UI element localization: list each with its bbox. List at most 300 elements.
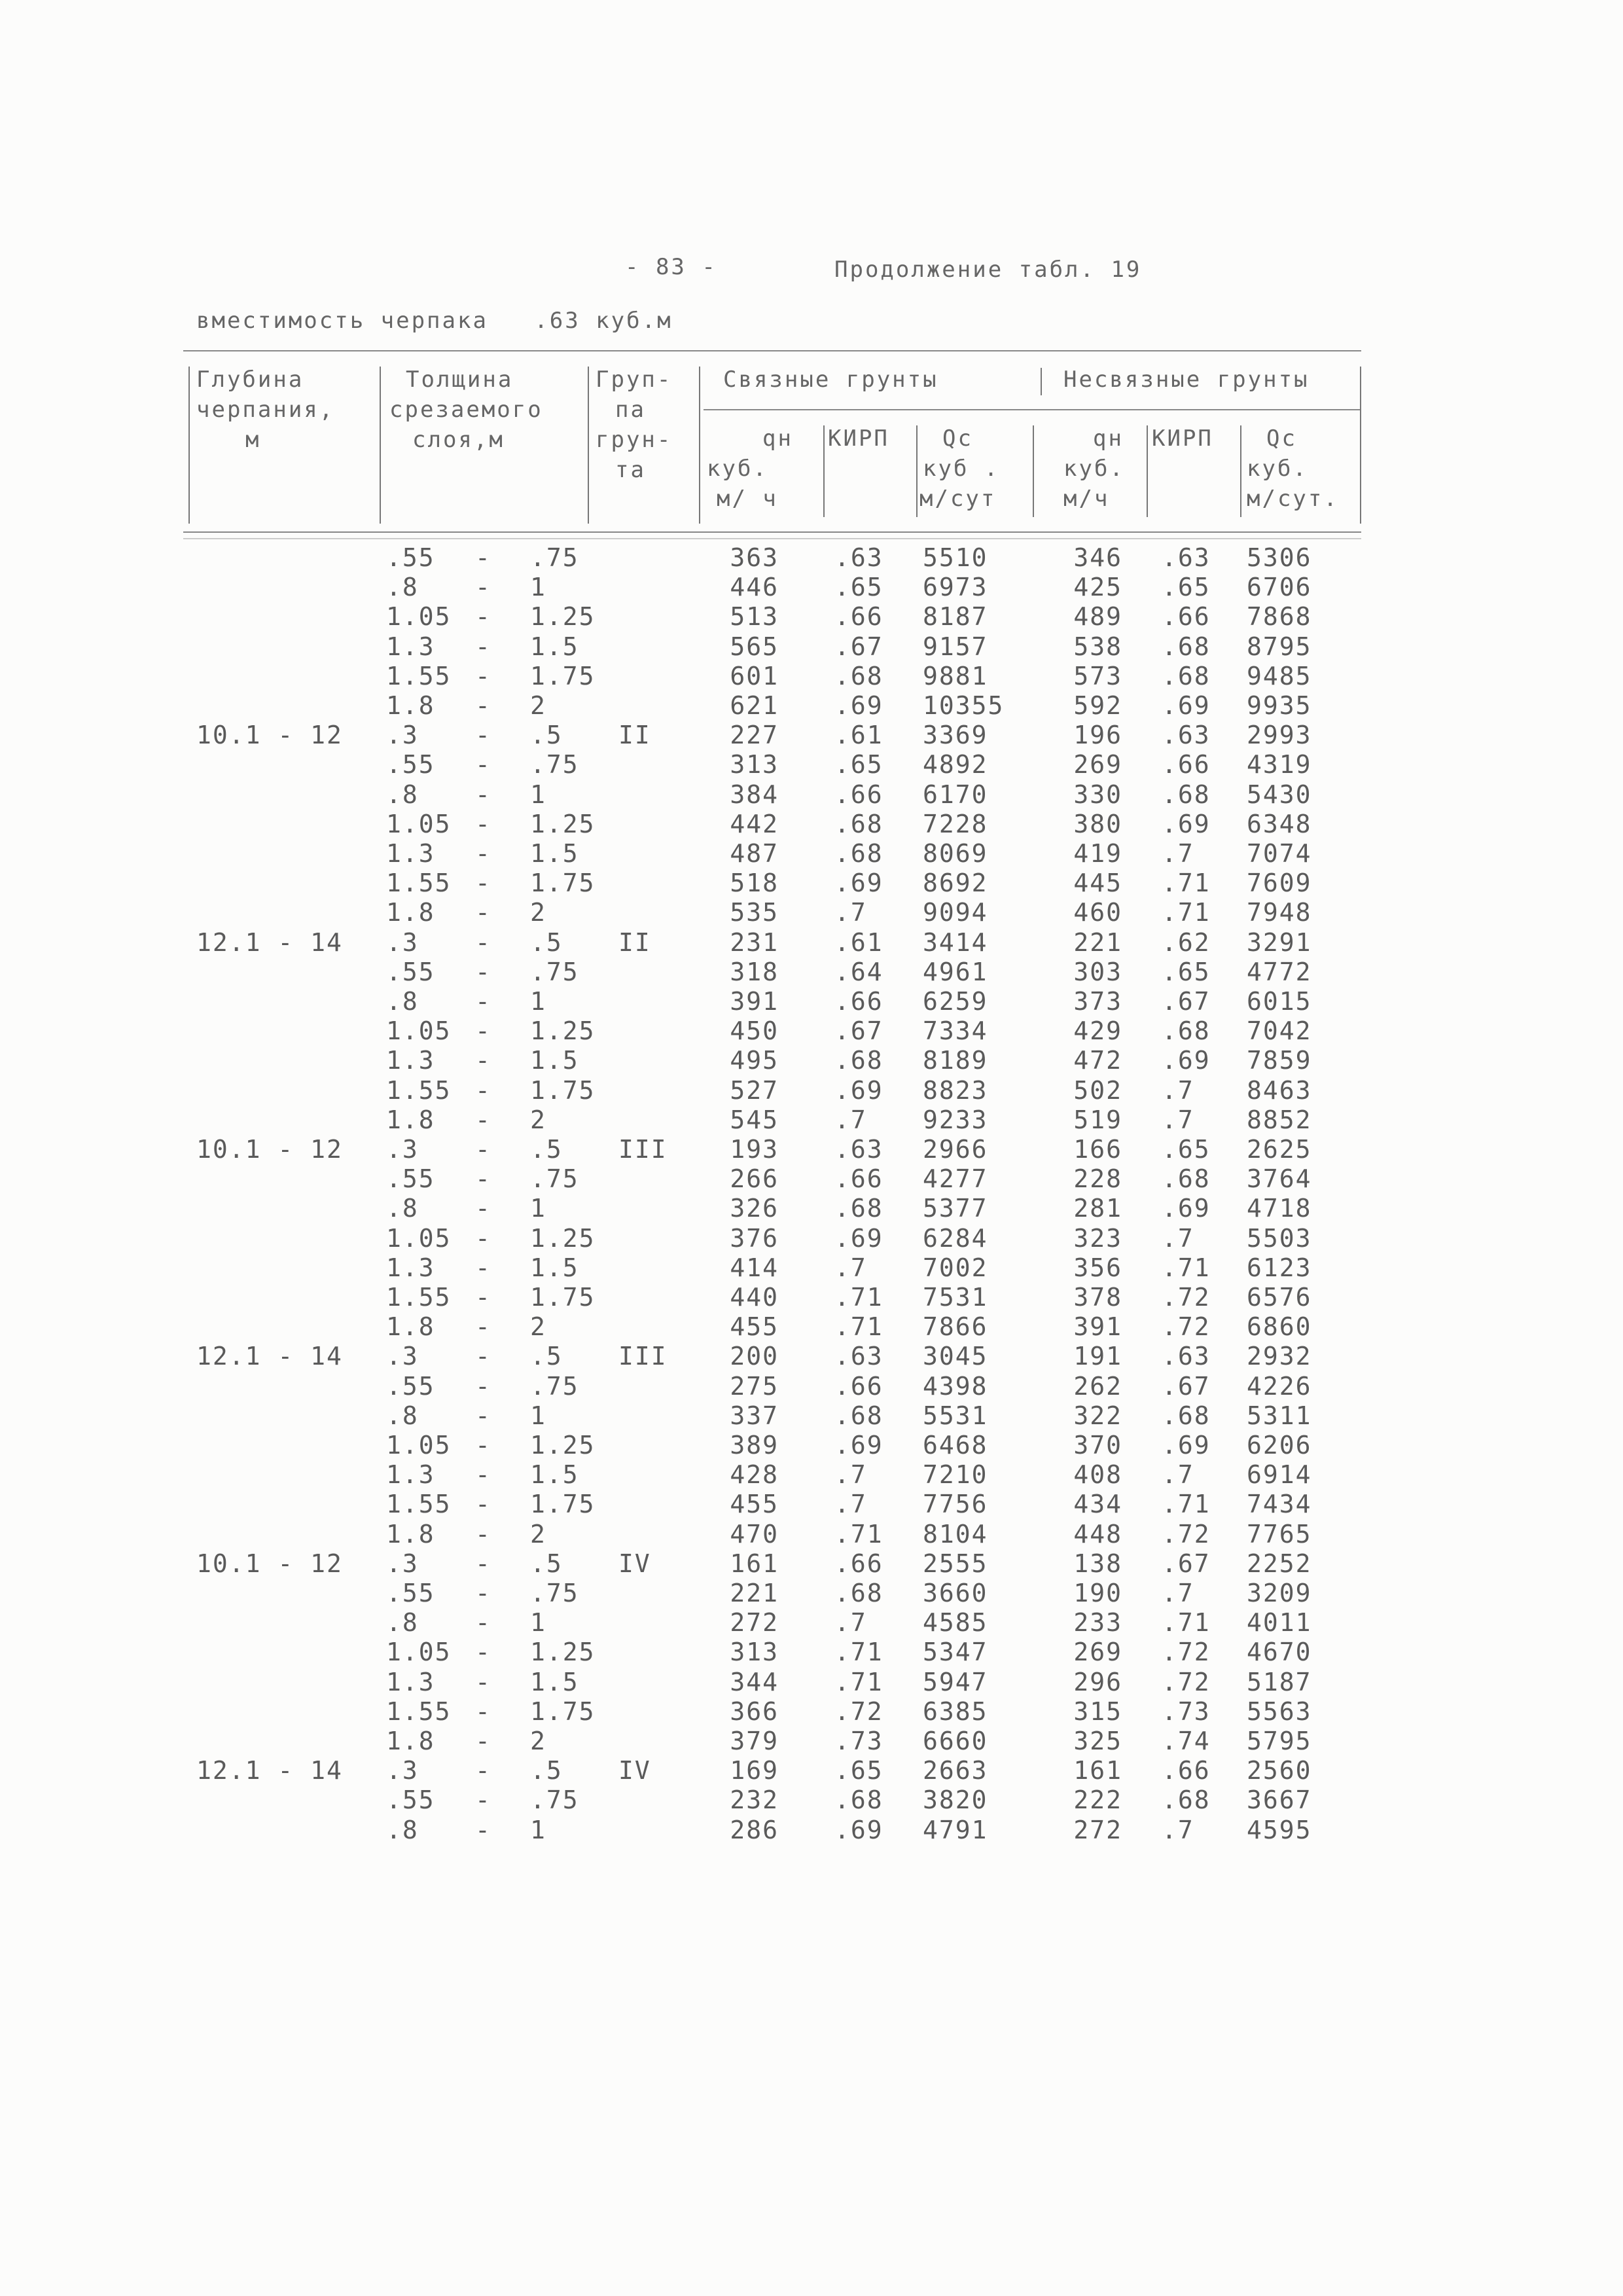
cell-t2: 2 bbox=[530, 1312, 546, 1342]
cell-group: II bbox=[618, 927, 651, 957]
header-thickness-line2: срезаемого bbox=[389, 397, 543, 423]
cell-depth: 12.1 - 14 bbox=[196, 1342, 343, 1371]
cell-k2: .63 bbox=[1162, 1342, 1211, 1371]
cell-qn: 545 bbox=[730, 1105, 779, 1134]
cell-k: .69 bbox=[834, 1815, 883, 1844]
page-number: - 83 - bbox=[625, 254, 717, 280]
cell-k2: .7 bbox=[1162, 1815, 1194, 1844]
cell-k: .71 bbox=[834, 1312, 883, 1342]
header-qc2-line1: Qc bbox=[1266, 425, 1297, 452]
cell-qc2: 6206 bbox=[1247, 1431, 1312, 1460]
cell-t2: 1 bbox=[530, 1815, 546, 1844]
range-dash: - bbox=[475, 1135, 491, 1164]
cell-t2: 2 bbox=[530, 1727, 546, 1755]
cell-qc2: 4772 bbox=[1247, 957, 1312, 986]
cell-t1: 1.05 bbox=[386, 1431, 452, 1460]
cell-qn2: 233 bbox=[1073, 1608, 1122, 1638]
cell-k2: .71 bbox=[1162, 1608, 1211, 1638]
cell-qc: 3414 bbox=[923, 927, 988, 957]
cell-t2: 2 bbox=[530, 1105, 546, 1134]
cell-qc2: 4011 bbox=[1247, 1608, 1312, 1638]
cell-t1: .55 bbox=[386, 1579, 435, 1607]
cell-qn2: 373 bbox=[1073, 987, 1122, 1016]
range-dash: - bbox=[475, 1549, 491, 1578]
cell-qc: 9157 bbox=[923, 632, 988, 661]
header-cohesive-soils: Связные грунты bbox=[723, 367, 938, 393]
cell-t1: 1.3 bbox=[386, 1667, 435, 1696]
cell-qc: 10355 bbox=[923, 691, 1005, 720]
cell-t2: 1.75 bbox=[530, 1696, 596, 1726]
cell-qc2: 7042 bbox=[1247, 1016, 1312, 1046]
cell-qc2: 5563 bbox=[1247, 1696, 1312, 1726]
cell-t1: .55 bbox=[386, 1371, 435, 1401]
cell-qn2: 166 bbox=[1073, 1135, 1122, 1164]
cell-qn: 363 bbox=[730, 543, 779, 572]
cell-t1: .8 bbox=[386, 1815, 419, 1844]
cell-k2: .71 bbox=[1162, 1490, 1211, 1519]
range-dash: - bbox=[475, 661, 491, 691]
cell-t1: 1.05 bbox=[386, 602, 452, 632]
range-dash: - bbox=[475, 780, 491, 809]
cell-t1: 1.55 bbox=[386, 1696, 452, 1726]
cell-qn2: 221 bbox=[1073, 927, 1122, 957]
cell-k2: .72 bbox=[1162, 1638, 1211, 1667]
cell-qn2: 445 bbox=[1073, 869, 1122, 898]
cell-t1: 1.3 bbox=[386, 1460, 435, 1490]
cell-qn2: 269 bbox=[1073, 1638, 1122, 1667]
cell-qn: 313 bbox=[730, 1638, 779, 1667]
cell-qn: 442 bbox=[730, 809, 779, 838]
cell-k2: .65 bbox=[1162, 1135, 1211, 1164]
cell-k: .68 bbox=[834, 809, 883, 838]
cell-t1: 1.3 bbox=[386, 632, 435, 661]
range-dash: - bbox=[475, 1638, 491, 1667]
cell-k: .7 bbox=[834, 1460, 867, 1490]
cell-qc2: 7868 bbox=[1247, 602, 1312, 632]
header-depth-line2: черпания, bbox=[196, 397, 335, 423]
cell-t2: .5 bbox=[530, 1342, 563, 1371]
cell-depth: 12.1 - 14 bbox=[196, 927, 343, 957]
cell-k2: .7 bbox=[1162, 1579, 1194, 1607]
cell-qn2: 138 bbox=[1073, 1549, 1122, 1578]
cell-qn2: 356 bbox=[1073, 1253, 1122, 1282]
range-dash: - bbox=[475, 1016, 491, 1046]
cell-qn2: 330 bbox=[1073, 780, 1122, 809]
cell-qc: 5531 bbox=[923, 1401, 988, 1430]
cell-qn: 200 bbox=[730, 1342, 779, 1371]
cell-qc: 8189 bbox=[923, 1046, 988, 1075]
cell-t2: .75 bbox=[530, 750, 579, 780]
cell-k2: .68 bbox=[1162, 661, 1211, 691]
cell-k2: .72 bbox=[1162, 1667, 1211, 1696]
cell-qc: 2663 bbox=[923, 1756, 988, 1785]
cell-k: .66 bbox=[834, 987, 883, 1016]
cell-k: .63 bbox=[834, 543, 883, 572]
cell-qc: 5510 bbox=[923, 543, 988, 572]
cell-t1: .3 bbox=[386, 927, 419, 957]
cell-qc2: 4595 bbox=[1247, 1815, 1312, 1844]
cell-k2: .66 bbox=[1162, 750, 1211, 780]
cell-k2: .62 bbox=[1162, 927, 1211, 957]
cell-group: III bbox=[618, 1342, 668, 1371]
cell-qc2: 7609 bbox=[1247, 869, 1312, 898]
cell-t2: 1 bbox=[530, 987, 546, 1016]
range-dash: - bbox=[475, 1075, 491, 1105]
cell-k: .66 bbox=[834, 602, 883, 632]
cell-k2: .65 bbox=[1162, 957, 1211, 986]
range-dash: - bbox=[475, 1371, 491, 1401]
cell-qc: 6385 bbox=[923, 1696, 988, 1726]
range-dash: - bbox=[475, 750, 491, 780]
header-group-line4: та bbox=[615, 457, 646, 483]
cell-qn2: 296 bbox=[1073, 1667, 1122, 1696]
range-dash: - bbox=[475, 1312, 491, 1342]
header-depth-line3: м bbox=[245, 427, 261, 453]
cell-t1: .55 bbox=[386, 957, 435, 986]
cell-qc2: 4718 bbox=[1247, 1194, 1312, 1223]
cell-qn: 366 bbox=[730, 1696, 779, 1726]
cell-qc: 4791 bbox=[923, 1815, 988, 1844]
range-dash: - bbox=[475, 1342, 491, 1371]
cell-qc: 6284 bbox=[923, 1223, 988, 1253]
cell-t2: 1.5 bbox=[530, 1253, 579, 1282]
range-dash: - bbox=[475, 573, 491, 602]
cell-k: .7 bbox=[834, 898, 867, 927]
cell-qc: 9881 bbox=[923, 661, 988, 691]
cell-qc2: 6706 bbox=[1247, 573, 1312, 602]
cell-qc2: 6914 bbox=[1247, 1460, 1312, 1490]
cell-qc: 6973 bbox=[923, 573, 988, 602]
cell-t1: 1.05 bbox=[386, 1223, 452, 1253]
cell-qn: 326 bbox=[730, 1194, 779, 1223]
cell-qn2: 190 bbox=[1073, 1579, 1122, 1607]
cell-k: .71 bbox=[834, 1519, 883, 1549]
cell-k: .73 bbox=[834, 1727, 883, 1755]
cell-qn: 193 bbox=[730, 1135, 779, 1164]
cell-t1: 1.8 bbox=[386, 1727, 435, 1755]
cell-qc2: 3291 bbox=[1247, 927, 1312, 957]
cell-qn: 601 bbox=[730, 661, 779, 691]
cell-qc2: 4670 bbox=[1247, 1638, 1312, 1667]
cell-t1: 1.05 bbox=[386, 1638, 452, 1667]
cell-t1: 1.55 bbox=[386, 1283, 452, 1312]
cell-qn2: 592 bbox=[1073, 691, 1122, 720]
cell-t2: 1 bbox=[530, 780, 546, 809]
cell-t1: 1.8 bbox=[386, 1519, 435, 1549]
cell-k2: .68 bbox=[1162, 1401, 1211, 1430]
cell-t1: 1.3 bbox=[386, 839, 435, 868]
cell-k2: .68 bbox=[1162, 632, 1211, 661]
cell-t2: .5 bbox=[530, 927, 563, 957]
cell-k: .61 bbox=[834, 721, 883, 750]
cell-qc: 3820 bbox=[923, 1785, 988, 1815]
cell-qc2: 8852 bbox=[1247, 1105, 1312, 1134]
cell-qc: 6170 bbox=[923, 780, 988, 809]
cell-qc2: 2560 bbox=[1247, 1756, 1312, 1785]
cell-qn2: 425 bbox=[1073, 573, 1122, 602]
cell-t2: 1.5 bbox=[530, 1046, 579, 1075]
range-dash: - bbox=[475, 869, 491, 898]
cell-qn: 535 bbox=[730, 898, 779, 927]
range-dash: - bbox=[475, 602, 491, 632]
cell-qc2: 7074 bbox=[1247, 839, 1312, 868]
cell-qc2: 2993 bbox=[1247, 721, 1312, 750]
cell-t1: 1.3 bbox=[386, 1046, 435, 1075]
cell-depth: 10.1 - 12 bbox=[196, 1135, 343, 1164]
cell-qc2: 7859 bbox=[1247, 1046, 1312, 1075]
cell-qc2: 2252 bbox=[1247, 1549, 1312, 1578]
cell-k2: .7 bbox=[1162, 1105, 1194, 1134]
cell-k2: .72 bbox=[1162, 1283, 1211, 1312]
range-dash: - bbox=[475, 987, 491, 1016]
range-dash: - bbox=[475, 1105, 491, 1134]
cell-qc: 2555 bbox=[923, 1549, 988, 1578]
cell-k: .66 bbox=[834, 780, 883, 809]
cell-t2: 1.25 bbox=[530, 1223, 596, 1253]
cell-t2: .75 bbox=[530, 1785, 579, 1815]
range-dash: - bbox=[475, 1696, 491, 1726]
cell-qc2: 4226 bbox=[1247, 1371, 1312, 1401]
cell-k: .68 bbox=[834, 1401, 883, 1430]
cell-qn: 565 bbox=[730, 632, 779, 661]
cell-qn: 231 bbox=[730, 927, 779, 957]
cell-qn2: 161 bbox=[1073, 1756, 1122, 1785]
cell-qn2: 346 bbox=[1073, 543, 1122, 572]
cell-t2: 1 bbox=[530, 1194, 546, 1223]
cell-t2: .75 bbox=[530, 1164, 579, 1194]
cell-qc: 7756 bbox=[923, 1490, 988, 1519]
cell-qn2: 325 bbox=[1073, 1727, 1122, 1755]
cell-qc2: 8795 bbox=[1247, 632, 1312, 661]
range-dash: - bbox=[475, 1608, 491, 1638]
cell-k: .63 bbox=[834, 1135, 883, 1164]
cell-t2: 1.25 bbox=[530, 1431, 596, 1460]
cell-qc: 6660 bbox=[923, 1727, 988, 1755]
cell-k: .68 bbox=[834, 1579, 883, 1607]
cell-qc: 7228 bbox=[923, 809, 988, 838]
cell-qc: 7334 bbox=[923, 1016, 988, 1046]
cell-k2: .7 bbox=[1162, 1223, 1194, 1253]
cell-group: III bbox=[618, 1135, 668, 1164]
cell-t2: .5 bbox=[530, 721, 563, 750]
cell-depth: 12.1 - 14 bbox=[196, 1756, 343, 1785]
cell-qn: 169 bbox=[730, 1756, 779, 1785]
cell-qn: 414 bbox=[730, 1253, 779, 1282]
range-dash: - bbox=[475, 839, 491, 868]
range-dash: - bbox=[475, 1785, 491, 1815]
cell-t2: 1.5 bbox=[530, 632, 579, 661]
cell-k: .67 bbox=[834, 632, 883, 661]
cell-qc: 8104 bbox=[923, 1519, 988, 1549]
cell-qn: 487 bbox=[730, 839, 779, 868]
cell-qc2: 9485 bbox=[1247, 661, 1312, 691]
cell-qn2: 489 bbox=[1073, 602, 1122, 632]
cell-qn2: 222 bbox=[1073, 1785, 1122, 1815]
header-qc-line2: куб . bbox=[923, 456, 1000, 482]
range-dash: - bbox=[475, 1401, 491, 1430]
cell-qn2: 378 bbox=[1073, 1283, 1122, 1312]
range-dash: - bbox=[475, 1431, 491, 1460]
range-dash: - bbox=[475, 1194, 491, 1223]
cell-qn2: 262 bbox=[1073, 1371, 1122, 1401]
cell-t2: .5 bbox=[530, 1549, 563, 1578]
range-dash: - bbox=[475, 1756, 491, 1785]
cell-qn: 337 bbox=[730, 1401, 779, 1430]
cell-qn: 286 bbox=[730, 1815, 779, 1844]
cell-k: .67 bbox=[834, 1016, 883, 1046]
cell-k2: .71 bbox=[1162, 1253, 1211, 1282]
cell-qc2: 5430 bbox=[1247, 780, 1312, 809]
cell-t1: .3 bbox=[386, 1135, 419, 1164]
cell-k2: .69 bbox=[1162, 691, 1211, 720]
cell-qc: 6468 bbox=[923, 1431, 988, 1460]
cell-qc2: 9935 bbox=[1247, 691, 1312, 720]
cell-qc2: 4319 bbox=[1247, 750, 1312, 780]
cell-k2: .72 bbox=[1162, 1519, 1211, 1549]
cell-qn: 513 bbox=[730, 602, 779, 632]
range-dash: - bbox=[475, 1460, 491, 1490]
range-dash: - bbox=[475, 1490, 491, 1519]
cell-qc: 8692 bbox=[923, 869, 988, 898]
cell-t2: 1 bbox=[530, 1608, 546, 1638]
cell-k: .68 bbox=[834, 1785, 883, 1815]
cell-qn: 227 bbox=[730, 721, 779, 750]
header-group-line3: грун- bbox=[596, 427, 673, 453]
cell-qc: 4961 bbox=[923, 957, 988, 986]
cell-t1: .8 bbox=[386, 987, 419, 1016]
cell-qc2: 6123 bbox=[1247, 1253, 1312, 1282]
cell-k: .7 bbox=[834, 1608, 867, 1638]
cell-qc2: 3764 bbox=[1247, 1164, 1312, 1194]
range-dash: - bbox=[475, 1815, 491, 1844]
cell-qc2: 2625 bbox=[1247, 1135, 1312, 1164]
header-qc2-line3: м/сут. bbox=[1247, 486, 1339, 512]
cell-qc: 5377 bbox=[923, 1194, 988, 1223]
header-qn-line2: куб. bbox=[707, 456, 768, 482]
cell-group: IV bbox=[618, 1549, 651, 1578]
cell-qn2: 519 bbox=[1073, 1105, 1122, 1134]
cell-t2: 1.75 bbox=[530, 1283, 596, 1312]
cell-qc2: 6576 bbox=[1247, 1283, 1312, 1312]
cell-t1: .3 bbox=[386, 1549, 419, 1578]
cell-k: .68 bbox=[834, 661, 883, 691]
cell-qn2: 191 bbox=[1073, 1342, 1122, 1371]
cell-qc: 7531 bbox=[923, 1283, 988, 1312]
cell-k2: .66 bbox=[1162, 1756, 1211, 1785]
cell-qc: 8187 bbox=[923, 602, 988, 632]
cell-k2: .68 bbox=[1162, 780, 1211, 809]
cell-t2: 2 bbox=[530, 691, 546, 720]
cell-qc2: 5503 bbox=[1247, 1223, 1312, 1253]
cell-qn: 389 bbox=[730, 1431, 779, 1460]
header-group-line1: Груп- bbox=[596, 367, 673, 393]
cell-qc: 3369 bbox=[923, 721, 988, 750]
cell-k: .69 bbox=[834, 1431, 883, 1460]
cell-k2: .68 bbox=[1162, 1785, 1211, 1815]
range-dash: - bbox=[475, 632, 491, 661]
header-noncohesive-soils: Несвязные грунты bbox=[1063, 367, 1310, 393]
range-dash: - bbox=[475, 927, 491, 957]
cell-k2: .73 bbox=[1162, 1696, 1211, 1726]
cell-k: .65 bbox=[834, 750, 883, 780]
cell-k: .68 bbox=[834, 1046, 883, 1075]
cell-qc2: 7434 bbox=[1247, 1490, 1312, 1519]
cell-qc: 3045 bbox=[923, 1342, 988, 1371]
cell-t1: .55 bbox=[386, 1164, 435, 1194]
cell-t2: 1.75 bbox=[530, 661, 596, 691]
cell-qn2: 429 bbox=[1073, 1016, 1122, 1046]
cell-qn: 266 bbox=[730, 1164, 779, 1194]
cell-qc: 4892 bbox=[923, 750, 988, 780]
range-dash: - bbox=[475, 1579, 491, 1607]
cell-k2: .7 bbox=[1162, 839, 1194, 868]
cell-qc: 3660 bbox=[923, 1579, 988, 1607]
cell-t2: .75 bbox=[530, 957, 579, 986]
cell-qc: 7210 bbox=[923, 1460, 988, 1490]
cell-k2: .71 bbox=[1162, 898, 1211, 927]
cell-k: .66 bbox=[834, 1549, 883, 1578]
cell-depth: 10.1 - 12 bbox=[196, 1549, 343, 1578]
header-kirp: КИРП bbox=[828, 425, 889, 452]
cell-qn: 313 bbox=[730, 750, 779, 780]
cell-t1: .3 bbox=[386, 1756, 419, 1785]
range-dash: - bbox=[475, 721, 491, 750]
cell-t2: 2 bbox=[530, 898, 546, 927]
cell-k: .7 bbox=[834, 1253, 867, 1282]
cell-depth: 10.1 - 12 bbox=[196, 721, 343, 750]
range-dash: - bbox=[475, 1519, 491, 1549]
cell-qc: 8069 bbox=[923, 839, 988, 868]
cell-k: .61 bbox=[834, 927, 883, 957]
cell-t2: .5 bbox=[530, 1756, 563, 1785]
range-dash: - bbox=[475, 1283, 491, 1312]
cell-t2: .75 bbox=[530, 1371, 579, 1401]
cell-k2: .63 bbox=[1162, 721, 1211, 750]
cell-t2: 1.5 bbox=[530, 1460, 579, 1490]
cell-qn: 455 bbox=[730, 1312, 779, 1342]
cell-t1: .3 bbox=[386, 1342, 419, 1371]
cell-k: .7 bbox=[834, 1490, 867, 1519]
cell-t1: .8 bbox=[386, 1608, 419, 1638]
header-qn-line3: м/ ч bbox=[717, 486, 778, 512]
cell-t2: 2 bbox=[530, 1519, 546, 1549]
cell-qn: 621 bbox=[730, 691, 779, 720]
cell-t2: 1.5 bbox=[530, 1667, 579, 1696]
cell-k: .72 bbox=[834, 1696, 883, 1726]
header-depth-line1: Глубина bbox=[196, 367, 304, 393]
cell-qn: 376 bbox=[730, 1223, 779, 1253]
cell-qc2: 6015 bbox=[1247, 987, 1312, 1016]
cell-qc2: 2932 bbox=[1247, 1342, 1312, 1371]
cell-k2: .65 bbox=[1162, 573, 1211, 602]
cell-k: .66 bbox=[834, 1164, 883, 1194]
cell-qn2: 573 bbox=[1073, 661, 1122, 691]
cell-qc2: 6860 bbox=[1247, 1312, 1312, 1342]
cell-qn2: 272 bbox=[1073, 1815, 1122, 1844]
cell-t1: .8 bbox=[386, 1401, 419, 1430]
cell-k: .63 bbox=[834, 1342, 883, 1371]
cell-t2: 1.25 bbox=[530, 809, 596, 838]
header-qn2-line3: м/ч bbox=[1063, 486, 1110, 512]
cell-k2: .71 bbox=[1162, 869, 1211, 898]
cell-t2: 1.5 bbox=[530, 839, 579, 868]
cell-t2: .75 bbox=[530, 1579, 579, 1607]
cell-qn: 518 bbox=[730, 869, 779, 898]
cell-t1: 1.55 bbox=[386, 661, 452, 691]
cell-k: .71 bbox=[834, 1283, 883, 1312]
header-group-line2: па bbox=[615, 397, 646, 423]
cell-qc: 8823 bbox=[923, 1075, 988, 1105]
